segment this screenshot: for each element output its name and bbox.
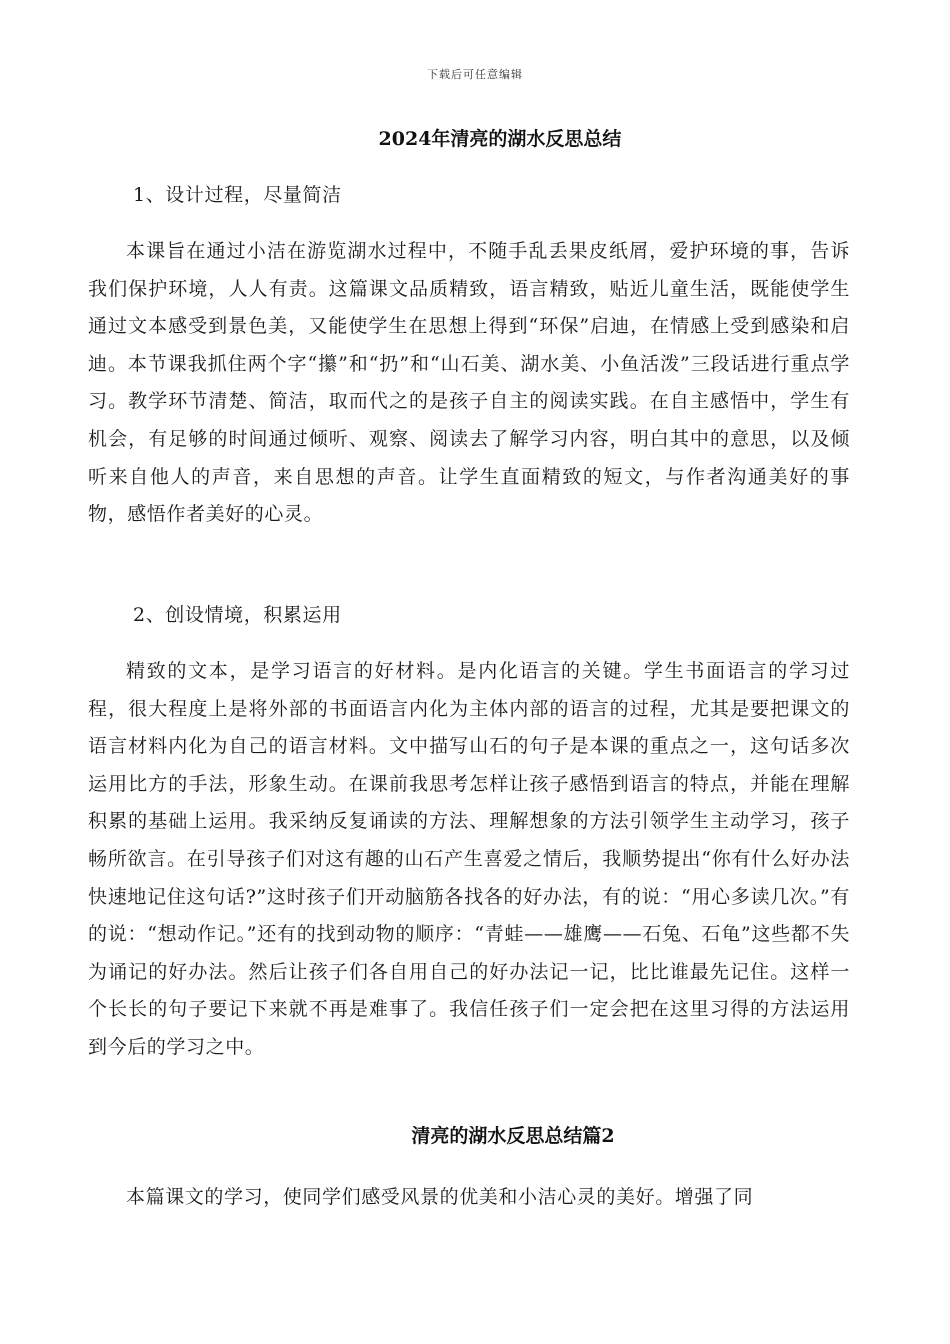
- section-2-paragraph: 精致的文本，是学习语言的好材料。是内化语言的关键。学生书面语言的学习过程，很大程度上是将外部的书面语言内化为主体内部的语言的过程，尤其是要把课文的语言材料内化为自己的语言材料。文中描写山石的句子是本课的重点之一，这句话多次运用比方的手法，形象生动。在课前我思考怎样让孩子感悟到语言的特点，并能在理解积累的基础上运用。我采纳反复诵读的方法、理解想象的方法引领学生主动学习，孩子畅所欲言。在引导孩子们对这有趣的山石产生喜爱之情后，我顺势提出“你有什么好办法快速地记住这句话?”这时孩子们开动脑筋各找各的好办法，有的说：“用心多读几次。”有的说：“想动作记。”还有的找到动物的顺序：“青蛙——雄鹰——石兔、石龟”这些都不失为诵记的好办法。然后让孩子们各自用自己的好办法记一记，比比谁最先记住。这样一个长长的句子要记下来就不再是难事了。我信任孩子们一定会把在这里习得的方法运用到今后的学习之中。: [88, 660, 850, 1058]
- document-title: 2024年清亮的湖水反思总结: [378, 128, 622, 150]
- section-2-heading: 2、创设情境，积累运用: [133, 604, 342, 626]
- part-2-title: 清亮的湖水反思总结篇2: [411, 1125, 615, 1147]
- header-note: 下载后可任意编辑: [427, 68, 523, 81]
- part-2-paragraph: 本篇课文的学习，使同学们感受风景的优美和小洁心灵的美好。增强了同: [126, 1186, 754, 1208]
- section-1-paragraph: 本课旨在通过小洁在游览湖水过程中，不随手乱丢果皮纸屑，爱护环境的事，告诉我们保护环境，人人有责。这篇课文品质精致，语言精致，贴近儿童生活，既能使学生通过文本感受到景色美，又能使学生在思想上得到“环保”启迪，在情感上受到感染和启迪。本节课我抓住两个字“攥”和“扔”和“山石美、湖水美、小鱼活泼”三段话进行重点学习。教学环节清楚、简洁，取而代之的是孩子自主的阅读实践。在自主感悟中，学生有机会，有足够的时间通过倾听、观察、阅读去了解学习内容，明白其中的意思，以及倾听来自他人的声音，来自思想的声音。让学生直面精致的短文，与作者沟通美好的事物，感悟作者美好的心灵。: [88, 240, 850, 526]
- section-1-heading: 1、设计过程，尽量简洁: [133, 184, 342, 206]
